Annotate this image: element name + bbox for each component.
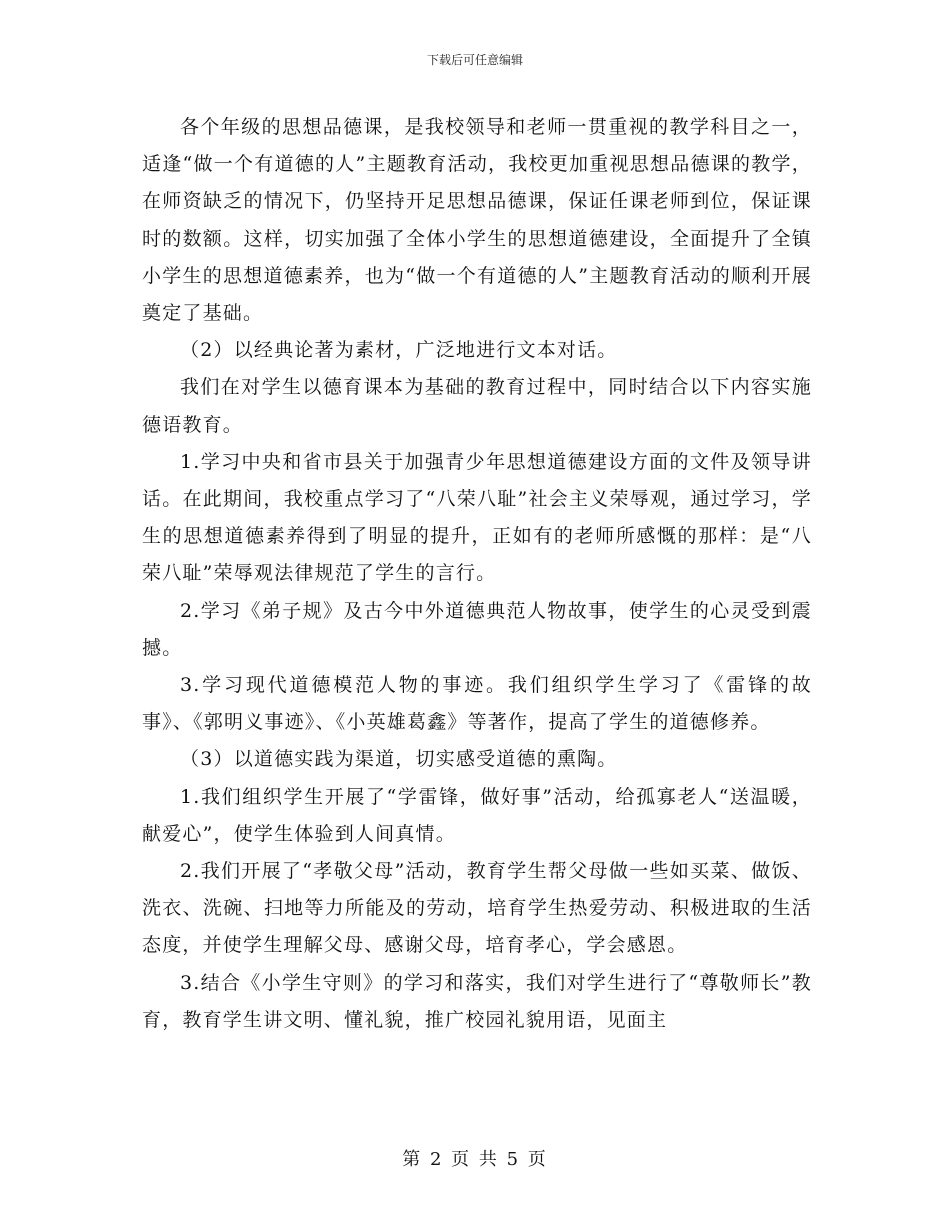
paragraph-9: 2.我们开展了“孝敬父母”活动，教育学生帮父母做一些如买菜、做饭、洗衣、洗碗、扫地等力所能及的劳动，培育学生热爱劳动、积极进取的生活态度，并使学生理解父母、感谢父母，培育孝心，学会感恩。 bbox=[142, 860, 812, 957]
paragraph-4: 1.学习中央和省市县关于加强青少年思想道德建设方面的文件及领导讲话。在此期间，我校重点学习了“八荣八耻”社会主义荣辱观，通过学习，学生的思想道德素养得到了明显的提升，正如有的老师所感慨的那样：是“八荣八耻”荣辱观法律规范了学生的言行。 bbox=[142, 450, 812, 585]
paragraph-6: 3.学习现代道德模范人物的事迹。我们组织学生学习了《雷锋的故事》、《郭明义事迹》、《小英雄葛鑫》等著作，提高了学生的道德修养。 bbox=[142, 674, 812, 734]
paragraph-1: 各个年级的思想品德课，是我校领导和老师一贯重视的教学科目之一，适逢“做一个有道德的人”主题教育活动，我校更加重视思想品德课的教学，在师资缺乏的情况下，仍坚持开足思想品德课，保证任课老师到位，保证课时的数额。这样，切实加强了全体小学生的思想道德建设，全面提升了全镇小学生的思想道德素养，也为“做一个有道德的人”主题教育活动的顺利开展奠定了基础。 bbox=[142, 116, 812, 325]
paragraph-10: 3.结合《小学生守则》的学习和落实，我们对学生进行了“尊敬师长”教育，教育学生讲文明、懂礼貌，推广校园礼貌用语，见面主 bbox=[142, 971, 812, 1031]
paragraph-7: （3）以道德实践为渠道，切实感受道德的熏陶。 bbox=[180, 748, 618, 771]
document-body bbox=[142, 109, 812, 1039]
page-header: 下载后可任意编辑 bbox=[426, 53, 523, 67]
paragraph-5: 2.学习《弟子规》及古今中外道德典范人物故事，使学生的心灵受到震撼。 bbox=[142, 599, 812, 659]
paragraph-2: （2）以经典论著为素材，广泛地进行文本对话。 bbox=[180, 339, 618, 362]
paragraph-3: 我们在对学生以德育课本为基础的教育过程中，同时结合以下内容实施德语教育。 bbox=[142, 376, 812, 436]
page-footer: 第 2 页 共 5 页 bbox=[402, 1149, 548, 1170]
paragraph-8: 1.我们组织学生开展了“学雷锋，做好事”活动，给孤寡老人“送温暖，献爱心”，使学生体验到人间真情。 bbox=[142, 785, 812, 845]
